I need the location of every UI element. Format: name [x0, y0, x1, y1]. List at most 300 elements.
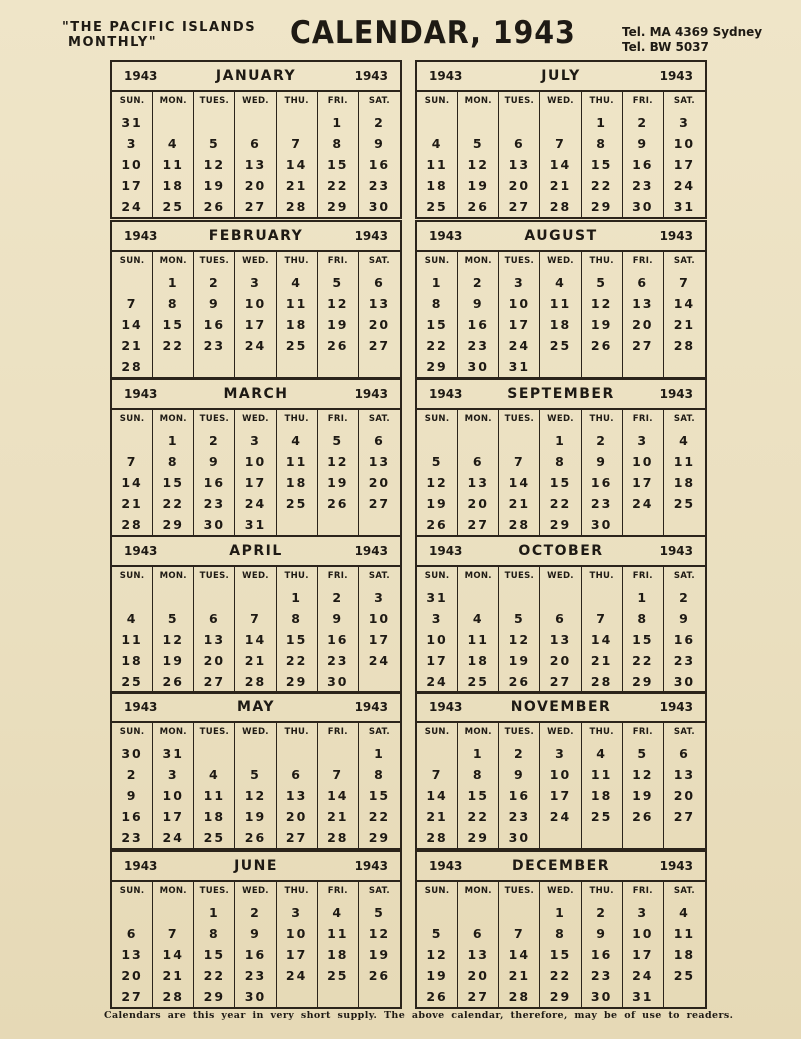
- weekday-header: FRI.: [623, 882, 664, 902]
- day-cell: 16: [368, 157, 391, 172]
- day-cell: 21: [318, 806, 359, 827]
- day-cell: [417, 743, 458, 764]
- day-cell: 22: [417, 335, 458, 356]
- day-cell: 30: [673, 674, 696, 689]
- weekday-header: FRI.: [318, 252, 359, 272]
- day-cell: [540, 587, 581, 608]
- day-cell: [417, 430, 458, 451]
- day-cell: 30: [112, 743, 153, 764]
- day-cell: 1: [582, 112, 623, 133]
- day-cell: 22: [194, 965, 235, 986]
- day-cell: [664, 514, 705, 535]
- day-cell: [458, 430, 499, 451]
- day-cell: 13: [112, 944, 153, 965]
- weekday-header: SUN.: [112, 252, 153, 272]
- day-cell: [318, 514, 359, 535]
- day-cell: 2: [235, 902, 276, 923]
- month-days: [417, 252, 705, 377]
- day-cell: 10: [368, 611, 391, 626]
- day-cell: 19: [194, 175, 235, 196]
- day-cell: 17: [623, 472, 664, 493]
- day-cell: 14: [499, 472, 540, 493]
- day-cell: 26: [458, 196, 499, 217]
- day-cell: 9: [623, 133, 664, 154]
- month-header: [417, 380, 705, 410]
- day-cell: 15: [582, 154, 623, 175]
- footer-note: Calendars are this year in very short supply. The above calendar, therefore, may be of use to readers.: [104, 1010, 734, 1021]
- day-cell: 5: [458, 133, 499, 154]
- day-cell: 11: [458, 629, 499, 650]
- weekday-header: SAT.: [368, 256, 390, 266]
- day-cell: 30: [623, 196, 664, 217]
- day-cell: 5: [417, 451, 458, 472]
- day-cell: 15: [318, 154, 359, 175]
- day-cell: [623, 356, 664, 377]
- day-cell: 10: [499, 293, 540, 314]
- day-cell: [277, 112, 318, 133]
- year-label: 1943: [124, 859, 158, 873]
- month-july: [415, 60, 707, 219]
- month-march: [110, 378, 402, 537]
- day-cell: 17: [499, 314, 540, 335]
- day-cell: 17: [417, 650, 458, 671]
- day-cell: 12: [417, 472, 458, 493]
- day-cell: 22: [540, 965, 581, 986]
- weekday-header: THU.: [582, 567, 623, 587]
- weekday-header: MON.: [153, 92, 194, 112]
- day-cell: 25: [153, 196, 194, 217]
- weekday-header: SUN.: [417, 567, 458, 587]
- day-cell: 25: [277, 493, 318, 514]
- day-cell: 4: [112, 608, 153, 629]
- weekday-header: MON.: [153, 882, 194, 902]
- day-cell: 1: [277, 587, 318, 608]
- day-cell: 24: [623, 493, 664, 514]
- weekday-header: FRI.: [318, 567, 359, 587]
- month-january: [110, 60, 402, 219]
- day-cell: 5: [582, 272, 623, 293]
- day-cell: 26: [194, 196, 235, 217]
- day-cell: 27: [673, 809, 696, 824]
- day-cell: 23: [235, 965, 276, 986]
- month-header: [417, 537, 705, 567]
- day-cell: 19: [153, 650, 194, 671]
- day-cell: 20: [235, 175, 276, 196]
- day-cell: [458, 587, 499, 608]
- day-cell: 24: [623, 965, 664, 986]
- year-label: 1943: [659, 544, 693, 558]
- year-label: 1943: [124, 544, 158, 558]
- day-cell: [277, 514, 318, 535]
- day-cell: 7: [499, 451, 540, 472]
- weekday-header: SAT.: [673, 571, 695, 581]
- weekday-header: SAT.: [368, 96, 390, 106]
- day-cell: 19: [417, 965, 458, 986]
- day-cell: 27: [194, 671, 235, 692]
- day-cell: [664, 356, 705, 377]
- day-cell: 22: [582, 175, 623, 196]
- day-cell: 4: [277, 272, 318, 293]
- day-cell: 22: [540, 493, 581, 514]
- day-cell: 4: [153, 133, 194, 154]
- day-cell: 18: [153, 175, 194, 196]
- day-cell: 8: [318, 133, 359, 154]
- day-cell: 20: [194, 650, 235, 671]
- day-cell: 27: [235, 196, 276, 217]
- day-cell: 2: [582, 430, 623, 451]
- year-label: 1943: [124, 387, 158, 401]
- day-cell: 8: [374, 767, 385, 782]
- day-cell: 30: [499, 827, 540, 848]
- day-cell: 15: [368, 788, 391, 803]
- day-cell: 23: [112, 827, 153, 848]
- day-cell: 6: [458, 451, 499, 472]
- day-cell: [112, 272, 153, 293]
- day-cell: 7: [235, 608, 276, 629]
- month-name: NOVEMBER: [510, 699, 612, 715]
- day-cell: 24: [235, 335, 276, 356]
- day-cell: 1: [540, 902, 581, 923]
- day-cell: [153, 902, 194, 923]
- day-cell: 8: [417, 293, 458, 314]
- day-cell: 24: [368, 653, 391, 668]
- day-cell: 1: [417, 272, 458, 293]
- day-cell: [194, 587, 235, 608]
- weekday-header: TUES.: [194, 92, 235, 112]
- weekday-header: WED.: [540, 567, 581, 587]
- day-cell: 5: [623, 743, 664, 764]
- day-cell: [359, 514, 400, 535]
- weekday-header: SUN.: [417, 723, 458, 743]
- day-cell: 12: [623, 764, 664, 785]
- day-cell: 13: [458, 944, 499, 965]
- day-cell: 20: [499, 175, 540, 196]
- weekday-header: MON.: [458, 92, 499, 112]
- day-cell: 13: [277, 785, 318, 806]
- day-cell: 1: [318, 112, 359, 133]
- day-cell: 27: [499, 196, 540, 217]
- day-cell: [277, 356, 318, 377]
- day-cell: 14: [112, 314, 153, 335]
- day-cell: [359, 986, 400, 1007]
- day-cell: 28: [112, 356, 153, 377]
- day-cell: [359, 356, 400, 377]
- day-cell: 3: [623, 902, 664, 923]
- day-cell: 24: [235, 493, 276, 514]
- year-label: 1943: [429, 859, 463, 873]
- year-label: 1943: [659, 859, 693, 873]
- weekday-header: WED.: [235, 410, 276, 430]
- publication-name: "THE PACIFIC ISLANDS MONTHLY": [62, 20, 257, 50]
- day-cell: 7: [540, 133, 581, 154]
- day-cell: 17: [153, 806, 194, 827]
- day-cell: [499, 902, 540, 923]
- month-days: [417, 723, 705, 848]
- weekday-header: SAT.: [673, 256, 695, 266]
- day-cell: 3: [153, 764, 194, 785]
- day-cell: 8: [153, 293, 194, 314]
- day-cell: 15: [623, 629, 664, 650]
- day-cell: 22: [368, 809, 391, 824]
- day-cell: 25: [194, 827, 235, 848]
- day-cell: [664, 827, 705, 848]
- day-cell: 29: [277, 671, 318, 692]
- month-header: [112, 62, 400, 92]
- day-cell: [582, 587, 623, 608]
- day-cell: 6: [277, 764, 318, 785]
- day-cell: 21: [673, 317, 696, 332]
- day-cell: 17: [235, 472, 276, 493]
- day-cell: 23: [194, 335, 235, 356]
- weekday-header: THU.: [277, 252, 318, 272]
- day-cell: [235, 743, 276, 764]
- day-cell: 2: [499, 743, 540, 764]
- weekday-header: WED.: [235, 882, 276, 902]
- day-cell: [540, 112, 581, 133]
- month-header: [417, 693, 705, 723]
- weekday-header: MON.: [153, 252, 194, 272]
- year-label: 1943: [124, 700, 158, 714]
- day-cell: 31: [623, 986, 664, 1007]
- day-cell: 9: [235, 923, 276, 944]
- day-cell: 10: [540, 764, 581, 785]
- day-cell: 12: [318, 293, 359, 314]
- weekday-header: THU.: [582, 92, 623, 112]
- weekday-header: SUN.: [112, 567, 153, 587]
- day-cell: 13: [235, 154, 276, 175]
- day-cell: 9: [194, 451, 235, 472]
- day-cell: 19: [368, 947, 391, 962]
- day-cell: 11: [582, 764, 623, 785]
- day-cell: 25: [582, 806, 623, 827]
- weekday-header: TUES.: [194, 252, 235, 272]
- day-cell: [499, 112, 540, 133]
- day-cell: 23: [458, 335, 499, 356]
- day-cell: 8: [153, 451, 194, 472]
- weekday-header: TUES.: [499, 410, 540, 430]
- day-cell: 20: [368, 475, 391, 490]
- weekday-header: FRI.: [623, 92, 664, 112]
- weekday-header: FRI.: [318, 92, 359, 112]
- day-cell: 18: [112, 650, 153, 671]
- year-label: 1943: [354, 229, 388, 243]
- day-cell: 10: [235, 451, 276, 472]
- month-name: SEPTEMBER: [507, 386, 615, 402]
- weekday-header: SAT.: [368, 727, 390, 737]
- day-cell: [540, 827, 581, 848]
- day-cell: 16: [458, 314, 499, 335]
- day-cell: [499, 430, 540, 451]
- day-cell: 14: [417, 785, 458, 806]
- month-days: [112, 410, 400, 535]
- weekday-header: SAT.: [368, 414, 390, 424]
- day-cell: [153, 587, 194, 608]
- year-label: 1943: [354, 544, 388, 558]
- day-cell: 1: [153, 272, 194, 293]
- day-cell: 6: [112, 923, 153, 944]
- day-cell: 5: [235, 764, 276, 785]
- day-cell: 17: [540, 785, 581, 806]
- day-cell: 28: [318, 827, 359, 848]
- day-cell: 9: [499, 764, 540, 785]
- day-cell: 14: [277, 154, 318, 175]
- weekday-header: SUN.: [112, 882, 153, 902]
- day-cell: 21: [540, 175, 581, 196]
- day-cell: 1: [623, 587, 664, 608]
- day-cell: 17: [623, 944, 664, 965]
- day-cell: 15: [458, 785, 499, 806]
- day-cell: 9: [458, 293, 499, 314]
- day-cell: 20: [277, 806, 318, 827]
- month-days: [112, 567, 400, 692]
- day-cell: 11: [673, 926, 696, 941]
- weekday-header: TUES.: [194, 723, 235, 743]
- day-cell: 18: [673, 475, 696, 490]
- day-cell: 15: [153, 314, 194, 335]
- day-cell: 11: [277, 451, 318, 472]
- day-cell: 29: [623, 671, 664, 692]
- day-cell: 8: [458, 764, 499, 785]
- day-cell: 30: [194, 514, 235, 535]
- weekday-header: TUES.: [499, 567, 540, 587]
- month-header: [112, 693, 400, 723]
- month-header: [417, 852, 705, 882]
- day-cell: [359, 671, 400, 692]
- year-label: 1943: [124, 69, 158, 83]
- day-cell: 21: [112, 335, 153, 356]
- day-cell: 10: [623, 451, 664, 472]
- day-cell: 17: [235, 314, 276, 335]
- day-cell: 21: [235, 650, 276, 671]
- day-cell: 10: [623, 923, 664, 944]
- day-cell: 28: [499, 514, 540, 535]
- month-days: [112, 723, 400, 848]
- day-cell: [235, 587, 276, 608]
- month-days: [417, 882, 705, 1007]
- month-days: [112, 882, 400, 1007]
- day-cell: 7: [499, 923, 540, 944]
- day-cell: 14: [582, 629, 623, 650]
- day-cell: 29: [458, 827, 499, 848]
- day-cell: 17: [112, 175, 153, 196]
- day-cell: 31: [417, 587, 458, 608]
- day-cell: 13: [499, 154, 540, 175]
- day-cell: 28: [582, 671, 623, 692]
- month-header: [112, 222, 400, 252]
- weekday-header: FRI.: [623, 723, 664, 743]
- day-cell: 25: [277, 335, 318, 356]
- day-cell: 11: [673, 454, 696, 469]
- day-cell: 16: [499, 785, 540, 806]
- day-cell: 30: [235, 986, 276, 1007]
- day-cell: 20: [673, 788, 696, 803]
- day-cell: 21: [153, 965, 194, 986]
- month-december: [415, 850, 707, 1009]
- day-cell: [582, 827, 623, 848]
- day-cell: 11: [417, 154, 458, 175]
- day-cell: 20: [368, 317, 391, 332]
- day-cell: 7: [112, 293, 153, 314]
- month-name: OCTOBER: [518, 543, 604, 559]
- day-cell: 13: [623, 293, 664, 314]
- day-cell: 11: [318, 923, 359, 944]
- day-cell: 15: [540, 472, 581, 493]
- day-cell: 19: [318, 472, 359, 493]
- year-label: 1943: [659, 700, 693, 714]
- day-cell: 9: [194, 293, 235, 314]
- day-cell: 12: [153, 629, 194, 650]
- day-cell: 6: [374, 275, 385, 290]
- day-cell: 10: [153, 785, 194, 806]
- day-cell: [153, 112, 194, 133]
- day-cell: 26: [235, 827, 276, 848]
- weekday-header: SUN.: [417, 882, 458, 902]
- month-february: [110, 220, 402, 379]
- month-days: [112, 92, 400, 217]
- day-cell: 6: [499, 133, 540, 154]
- day-cell: 9: [582, 923, 623, 944]
- day-cell: 22: [318, 175, 359, 196]
- weekday-header: WED.: [540, 882, 581, 902]
- weekday-header: WED.: [540, 252, 581, 272]
- weekday-header: SUN.: [417, 92, 458, 112]
- day-cell: 23: [582, 965, 623, 986]
- day-cell: 3: [112, 133, 153, 154]
- day-cell: 28: [277, 196, 318, 217]
- day-cell: 8: [277, 608, 318, 629]
- day-cell: 21: [277, 175, 318, 196]
- weekday-header: TUES.: [194, 567, 235, 587]
- weekday-header: TUES.: [499, 92, 540, 112]
- month-name: JULY: [541, 68, 581, 84]
- day-cell: 10: [673, 136, 696, 151]
- month-name: JUNE: [234, 858, 278, 874]
- day-cell: 13: [194, 629, 235, 650]
- day-cell: 10: [417, 629, 458, 650]
- weekday-header: WED.: [540, 410, 581, 430]
- day-cell: 16: [235, 944, 276, 965]
- day-cell: 29: [194, 986, 235, 1007]
- day-cell: 26: [153, 671, 194, 692]
- day-cell: 18: [277, 472, 318, 493]
- day-cell: 9: [679, 611, 690, 626]
- year-label: 1943: [659, 69, 693, 83]
- day-cell: 23: [318, 650, 359, 671]
- day-cell: 26: [623, 806, 664, 827]
- year-label: 1943: [429, 700, 463, 714]
- day-cell: 19: [499, 650, 540, 671]
- day-cell: [112, 587, 153, 608]
- day-cell: [112, 902, 153, 923]
- day-cell: 9: [112, 785, 153, 806]
- day-cell: 13: [673, 767, 696, 782]
- weekday-header: THU.: [277, 92, 318, 112]
- day-cell: 25: [540, 335, 581, 356]
- year-label: 1943: [429, 229, 463, 243]
- weekday-header: THU.: [277, 567, 318, 587]
- day-cell: [194, 112, 235, 133]
- weekday-header: MON.: [458, 252, 499, 272]
- weekday-header: SAT.: [673, 414, 695, 424]
- day-cell: 8: [194, 923, 235, 944]
- day-cell: 13: [368, 454, 391, 469]
- day-cell: 3: [417, 608, 458, 629]
- day-cell: 16: [112, 806, 153, 827]
- day-cell: 29: [153, 514, 194, 535]
- day-cell: 27: [458, 514, 499, 535]
- day-cell: 20: [623, 314, 664, 335]
- month-days: [417, 410, 705, 535]
